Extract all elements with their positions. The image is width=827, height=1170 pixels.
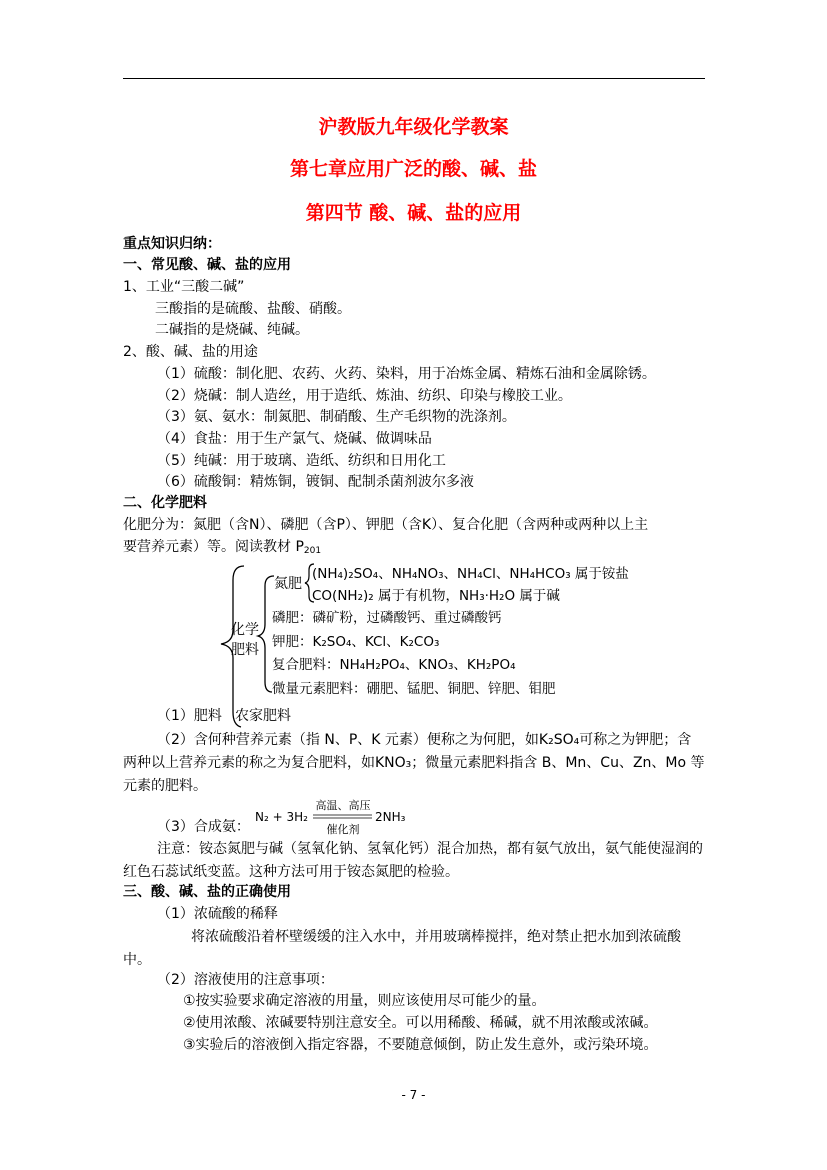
fertilizer-intro-line2 (123, 537, 321, 561)
chem-fertilizer-label-2: 肥料 (231, 642, 259, 658)
potassium-line: 钾肥：K₂SO₄、KCl、K₂CO₃ (272, 634, 440, 650)
header-rule (123, 78, 705, 79)
nutrient-explanation: （2）含何种营养元素（指 N、P、K 元素）便称之为何肥，如K₂SO₄可称之为钾肥；含两种以上营养元素的称之为复合肥料，如KNO₃；微量元素肥料指含 B、Mn、Cu、Zn、Mo 等元素的肥料。 (123, 732, 705, 794)
use-item: （1）硫酸：制化肥、农药、火药、染料，用于冶炼金属、精炼石油和金属除锈。 (157, 366, 656, 382)
fertilizer-classification-diagram (214, 562, 634, 730)
phosphorus-line: 磷肥：磷矿粉，过磷酸钙、重过磷酸钙 (272, 610, 502, 626)
micro-element-line: 微量元素肥料：硼肥、锰肥、铜肥、锌肥、钼肥 (272, 681, 556, 697)
three-acids-text: 三酸指的是硫酸、盐酸、硝酸。 (155, 301, 351, 317)
chem-fertilizer-label-1: 化学 (231, 622, 259, 638)
nitrogen-organic: CO(NH₂)₂ 属于有机物，NH₃·H₂O 属于碱 (312, 588, 560, 604)
two-bases-text: 二碱指的是烧碱、纯碱。 (155, 322, 309, 338)
use-item: （4）食盐：用于生产氯气、烧碱、做调味品 (157, 431, 432, 447)
compound-line: 复合肥料：NH₄H₂PO₄、KNO₃、KH₂PO₄ (272, 657, 516, 673)
farm-manure-label: 农家肥料 (235, 708, 291, 724)
use-item: （2）烧碱：制人造丝，用于造纸、炼油、纺织、印染与橡胶工业。 (157, 388, 572, 404)
use-item: （3）氨、氨水：制氮肥、制硝酸、生产毛织物的洗涤剂。 (157, 409, 516, 425)
item2-heading: 2、酸、碱、盐的用途 (123, 344, 258, 360)
textbook-page-number: 201 (303, 546, 322, 556)
section2-heading: 二、化学肥料 (123, 495, 207, 511)
equation-product: 2NH₃ (375, 810, 406, 824)
solution-notes-heading: （2）溶液使用的注意事项： (157, 972, 334, 988)
section-title: 第四节 酸、碱、盐的应用 (305, 202, 522, 224)
use-item: （5）纯碱：用于玻璃、造纸、纺织和日用化工 (157, 453, 446, 469)
ammonia-equation (255, 795, 415, 840)
equation-condition-top: 高温、高压 (315, 799, 371, 812)
solution-rule: ②使用浓酸、浓碱要特别注意安全。可以用稀酸、稀碱，就不用浓酸或浓碱。 (183, 1015, 658, 1031)
equation-reactants: N₂ + 3H₂ (255, 810, 308, 824)
solution-rule: ③实验后的溶液倒入指定容器，不要随意倾倒，防止发生意外，或污染环境。 (183, 1037, 658, 1053)
solution-rule: ①按实验要求确定溶液的用量，则应该使用尽可能少的量。 (183, 993, 546, 1009)
dilution-heading: （1）浓硫酸的稀释 (157, 906, 278, 922)
item1-heading: 1、工业“三酸二碱” (123, 279, 245, 295)
fertilizer-intro-text: 要营养元素）等。阅读教材 P (123, 539, 304, 555)
key-points-label: 重点知识归纳： (123, 236, 221, 252)
fertilizer-label: （1）肥料 (157, 708, 222, 724)
equation-condition-bottom: 催化剂 (326, 823, 360, 836)
page-number: - 7 - (401, 1088, 426, 1102)
ammonium-test-note: 注意：铵态氮肥与碱（氢氧化钠、氢氧化钙）混合加热，都有氨气放出，氨气能使湿润的红色石蕊试纸变蓝。这种方法可用于铵态氮肥的检验。 (123, 841, 703, 880)
nitrogen-ammonium: (NH₄)₂SO₄、NH₄NO₃、NH₄Cl、NH₄HCO₃ 属于铵盐 (312, 566, 629, 582)
nitrogen-label: 氮肥 (274, 576, 302, 592)
doc-title: 沪教版九年级化学教案 (318, 116, 509, 138)
section1-heading: 一、常见酸、碱、盐的应用 (123, 257, 291, 273)
ammonia-synthesis-label: （3）合成氨： (157, 819, 250, 835)
section3-heading: 三、酸、碱、盐的正确使用 (123, 884, 291, 900)
use-item: （6）硫酸铜：精炼铜，镀铜、配制杀菌剂波尔多液 (157, 474, 474, 490)
dilution-text: 将浓硫酸沿着杯壁缓缓的注入水中，并用玻璃棒搅拌，绝对禁止把水加到浓硫酸中。 (123, 929, 681, 968)
fertilizer-intro-line1: 化肥分为：氮肥（含N）、磷肥（含P）、钾肥（含K）、复合化肥（含两种或两种以上主 (123, 517, 649, 533)
chapter-title: 第七章应用广泛的酸、碱、盐 (289, 158, 537, 180)
